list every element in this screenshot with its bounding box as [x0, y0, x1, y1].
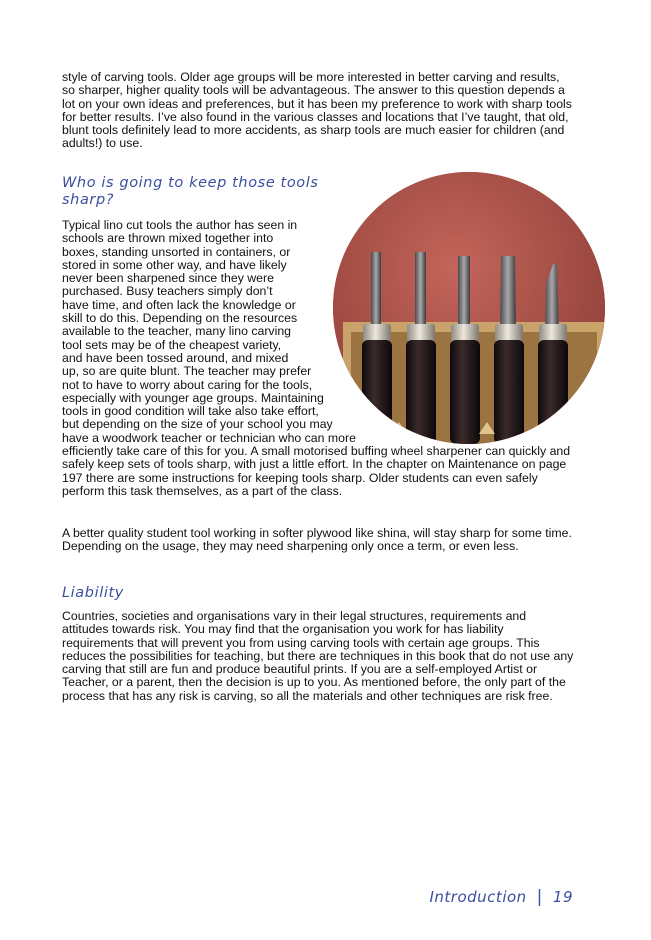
section-heading-sharp: Who is going to keep those tools sharp? [62, 175, 319, 208]
wrapped-line: Typical lino cut tools the author has seen in [62, 218, 298, 232]
wrapped-line: boxes, standing unsorted in containers, or [62, 244, 291, 259]
wrapped-line: available to the teacher, many lino carving [62, 324, 291, 339]
wrapped-line: schools are thrown mixed together into [62, 231, 274, 246]
wrapped-line: have a woodwork teacher or technician who can more [62, 430, 356, 445]
wrapped-line: not to have to worry about caring for the tools, [62, 377, 313, 392]
wrapped-line: and have been tossed around, and mixed [62, 350, 289, 365]
wrapped-line: especially with younger age groups. Maintaining [62, 390, 324, 405]
wrapped-line: tools in good condition will take also take effort, [62, 404, 319, 419]
wrapped-line: never been sharpened since they were [62, 271, 274, 286]
wrapped-line: skill to do this. Depending on the resources [62, 311, 298, 326]
page-footer [430, 887, 574, 907]
wrapped-line: up, so are quite blunt. The teacher may prefer [62, 364, 312, 379]
sharpening-paragraph [62, 219, 574, 498]
wrapped-line: but depending on the size of your school you may [62, 417, 333, 432]
continuation-text: efficiently take care of this for you. A small motorised buffing wheel sharpener can quickly and safely keep sets of tools sharp, with just a little effort. In the chapter on Maintenance on page 197 there are some instructions for keeping tools sharp. Older students can even safely perform this task themselves, as a part of the class. [62, 444, 571, 498]
section-heading-liability: Liability [62, 585, 124, 601]
wrapped-line: stored in some other way, and have likely [62, 257, 287, 272]
footer-separator: | [536, 887, 543, 907]
wrapped-line: have time, and often lack the knowledge or [62, 297, 296, 312]
page-number: 19 [552, 888, 573, 906]
tool-quality-paragraph: A better quality student tool working in softer plywood like shina, will stay sharp for some time. Depending on the usage, they may need sharpening only once a term, or even less. [62, 526, 572, 554]
intro-paragraph: style of carving tools. Older age groups will be more interested in better carving and results, so sharper, higher quality tools will be advantageous. The answer to this question depends a lot on your own ideas and preferences, but it has been my preference to work with sharp tools for better results. I’ve also found in the various classes and locations that I’ve taught, that old, blunt tools definitely lead to more accidents, as sharp tools are much easier for children (and adults!) to use. [62, 70, 572, 151]
liability-paragraph: Countries, societies and organisations vary in their legal structures, requirements and attitudes towards risk. You may find that the organisation you work for has liability requirements that will prevent you from using carving tools with certain age groups. This reduces the possibilities for teaching, but there are techniques in this book that do not use any carving that still are fun and produce beautiful prints. If you are a self-employed Artist or Teacher, or a parent, then the decision is up to you. As mentioned before, the only part of the process that has any risk is carving, so all the materials and other techniques are risk free. [62, 609, 574, 703]
wrapped-line: purchased. Busy teachers simply don’t [62, 284, 273, 299]
wrapped-line: tool sets may be of the cheapest variety, [62, 337, 282, 352]
footer-section-title: Introduction [429, 888, 527, 906]
